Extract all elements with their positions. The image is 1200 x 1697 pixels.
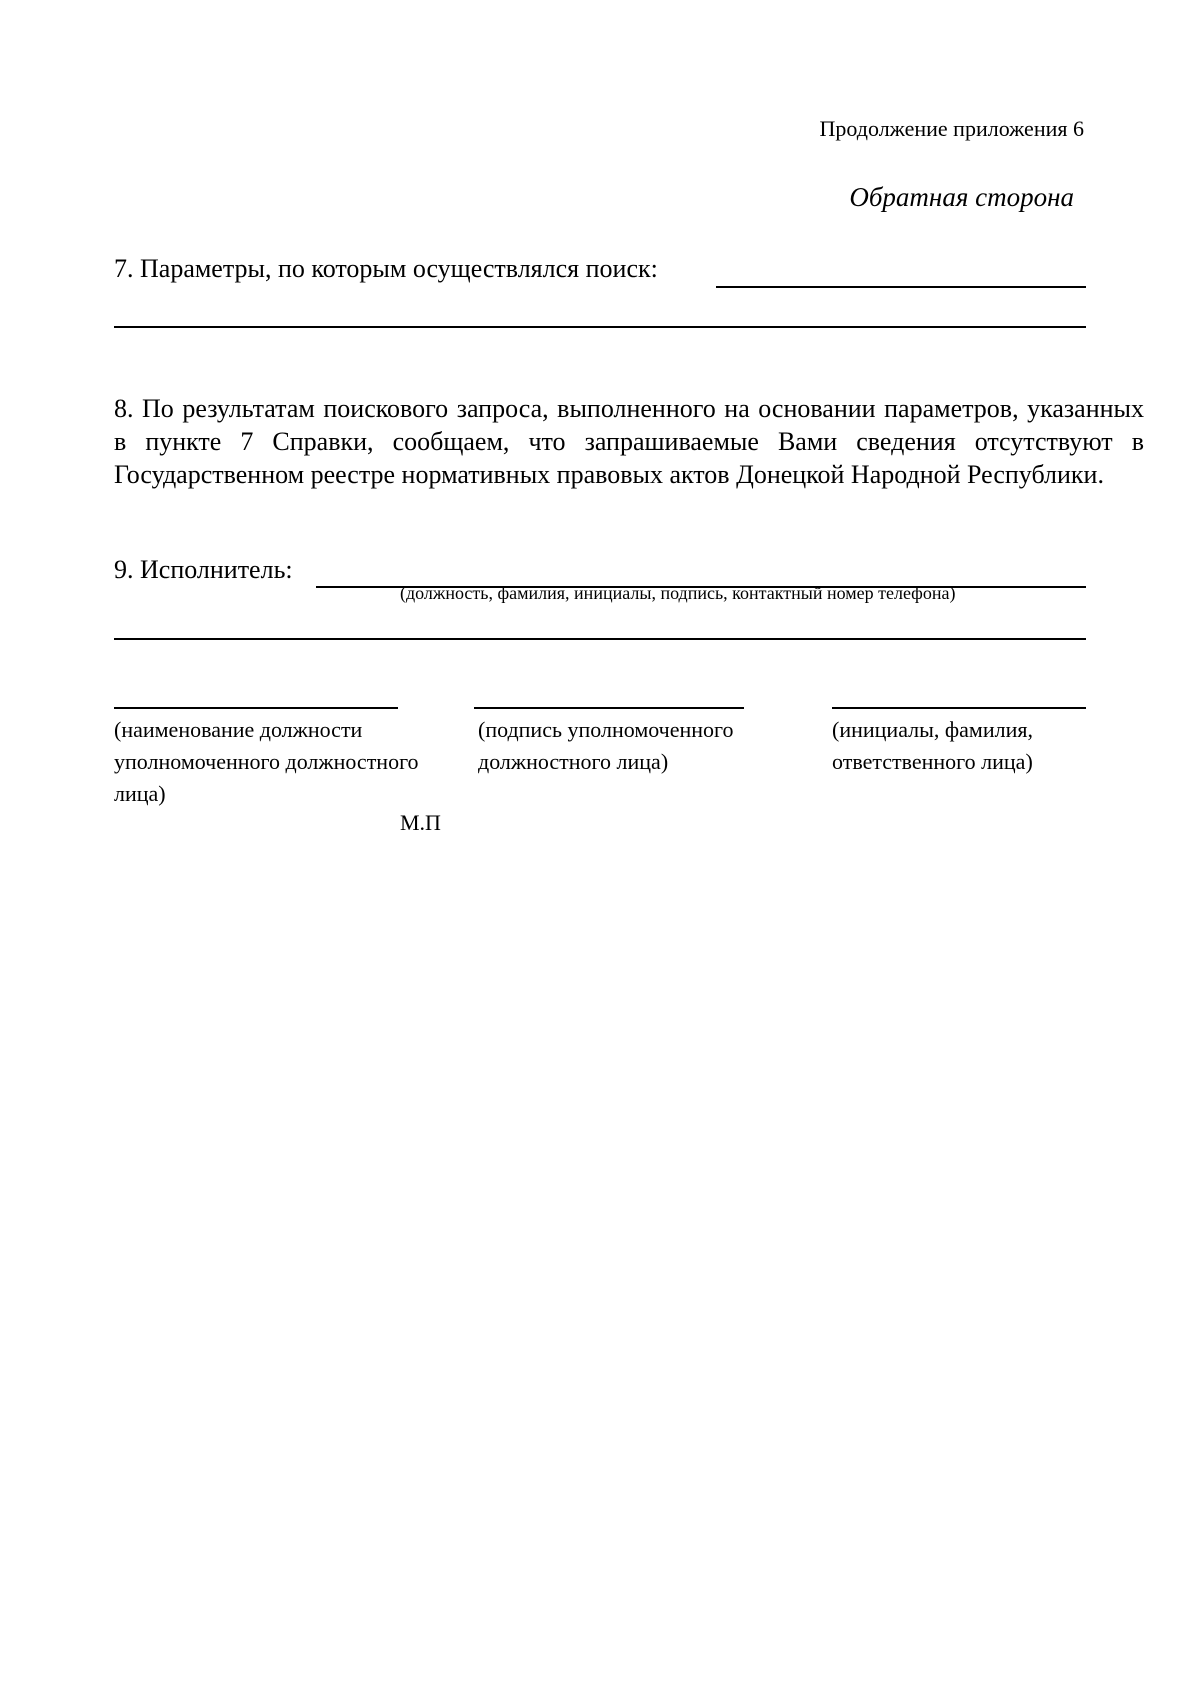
item7-blank-line-2	[114, 326, 1086, 328]
stamp-place: М.П	[400, 810, 441, 835]
appendix-label: Продолжение приложения 6	[819, 116, 1084, 141]
name-caption: (инициалы, фамилия, ответственного лица)	[832, 717, 1033, 774]
executor-caption: (должность, фамилия, инициалы, подпись, контактный номер телефона)	[400, 583, 956, 603]
item8-paragraph: 8. По результатам поискового запроса, выполненного на основании параметров, указанных в пункте 7 Справки, сообщаем, что запрашиваемые Вами сведения отсутствуют в Государственном реестре нормативных правовых актов Донецкой Народной Республики.	[114, 394, 1144, 489]
position-caption: (наименование должности уполномоченного должностного лица)	[114, 717, 419, 806]
signature-line	[474, 707, 744, 709]
signature-caption: (подпись уполномоченного должностного лица)	[478, 717, 734, 774]
side-label: Обратная сторона	[849, 182, 1074, 212]
position-signature-line	[114, 707, 398, 709]
item9-label: 9. Исполнитель:	[114, 555, 293, 584]
item7-blank-line	[716, 286, 1086, 288]
item7-label: 7. Параметры, по которым осуществлялся поиск:	[114, 254, 658, 283]
executor-blank-line-2	[114, 638, 1086, 640]
name-signature-line	[832, 707, 1086, 709]
